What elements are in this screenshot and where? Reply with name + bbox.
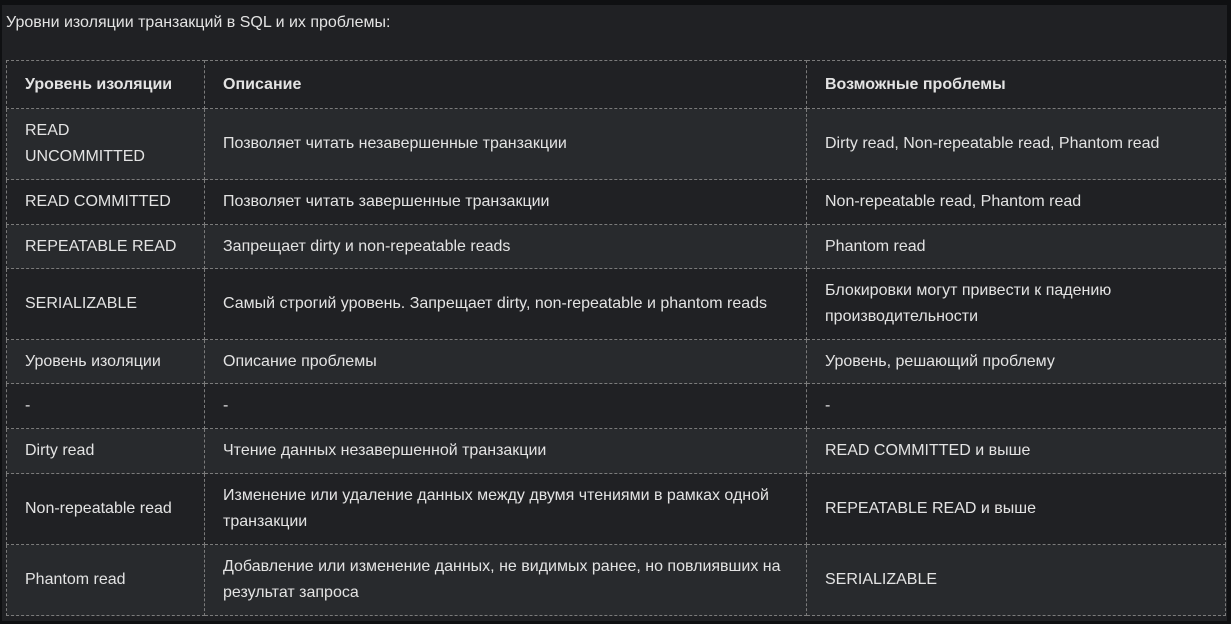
table-cell: Самый строгий уровень. Запрещает dirty, non-repeatable и phantom reads xyxy=(205,269,807,340)
table-cell: REPEATABLE READ и выше xyxy=(807,474,1226,545)
table-cell: Чтение данных незавершенной транзакции xyxy=(205,429,807,474)
table-cell: - xyxy=(205,384,807,429)
table-cell: SERIALIZABLE xyxy=(7,269,205,340)
table-cell: - xyxy=(7,384,205,429)
table-cell: Уровень изоляции xyxy=(7,340,205,384)
table-row xyxy=(7,340,1226,384)
table-cell: READ COMMITTED xyxy=(7,180,205,225)
table-cell: Изменение или удаление данных между двумя чтениями в рамках одной транзакции xyxy=(205,474,807,545)
isolation-levels-table xyxy=(6,60,1226,616)
table-row xyxy=(7,429,1226,474)
table-cell: Phantom read xyxy=(807,225,1226,269)
table-cell: Dirty read, Non-repeatable read, Phantom read xyxy=(807,109,1226,180)
table-cell: Позволяет читать завершенные транзакции xyxy=(205,180,807,225)
table-cell: Dirty read xyxy=(7,429,205,474)
table-cell: Запрещает dirty и non-repeatable reads xyxy=(205,225,807,269)
table-row xyxy=(7,269,1226,340)
table-cell: SERIALIZABLE xyxy=(807,545,1226,616)
table-cell: Описание проблемы xyxy=(205,340,807,384)
table-cell: Блокировки могут привести к падению производительности xyxy=(807,269,1226,340)
table-row xyxy=(7,109,1226,180)
table-header-row xyxy=(7,61,1226,109)
header-isolation-level: Уровень изоляции xyxy=(7,61,205,109)
table-cell: Non-repeatable read, Phantom read xyxy=(807,180,1226,225)
table-cell: Phantom read xyxy=(7,545,205,616)
table-row xyxy=(7,384,1226,429)
table-cell: Добавление или изменение данных, не видимых ранее, но повлиявших на результат запроса xyxy=(205,545,807,616)
table-row xyxy=(7,225,1226,269)
table-row xyxy=(7,474,1226,545)
header-description: Описание xyxy=(205,61,807,109)
table-cell: READ UNCOMMITTED xyxy=(7,109,205,180)
table-cell: READ COMMITTED и выше xyxy=(807,429,1226,474)
header-possible-problems: Возможные проблемы xyxy=(807,61,1226,109)
table-cell: - xyxy=(807,384,1226,429)
table-cell: Позволяет читать незавершенные транзакции xyxy=(205,109,807,180)
table-row xyxy=(7,180,1226,225)
table-caption: Уровни изоляции транзакций в SQL и их проблемы: xyxy=(6,14,391,31)
table-cell: Уровень, решающий проблему xyxy=(807,340,1226,384)
table-cell: Non-repeatable read xyxy=(7,474,205,545)
table-row xyxy=(7,545,1226,616)
table-cell: REPEATABLE READ xyxy=(7,225,205,269)
